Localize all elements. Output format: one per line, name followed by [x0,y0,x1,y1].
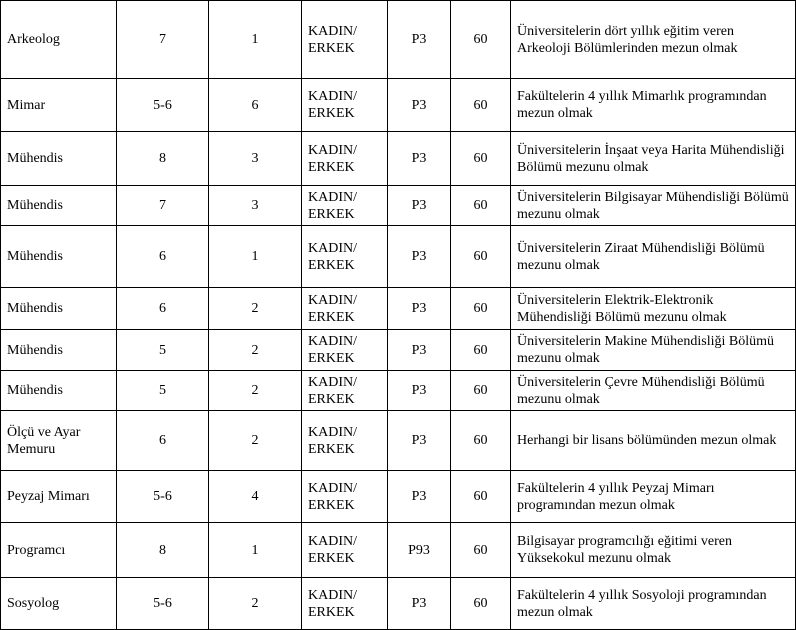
exam-cell: P3 [388,288,451,330]
exam-cell: P3 [388,79,451,132]
age-cell: 60 [451,79,511,132]
position-title: Mühendis [1,371,117,411]
count-cell: 1 [209,226,302,288]
grade-cell: 5 [117,330,209,371]
exam-cell: P3 [388,578,451,630]
age-cell: 60 [451,1,511,79]
grade-cell: 8 [117,523,209,578]
gender-line: KADIN/ [308,142,357,158]
grade-cell: 6 [117,288,209,330]
gender-line: KADIN/ [308,534,357,549]
table-row [1,288,796,330]
gender-cell [302,371,388,411]
position-title: Peyzaj Mimarı [1,471,117,523]
requirement-cell: Herhangi bir lisans bölümünden mezun olmak [511,411,796,471]
grade-cell: 5-6 [117,578,209,630]
age-cell: 60 [451,471,511,523]
position-title: Mühendis [1,288,117,330]
exam-cell: P3 [388,330,451,371]
gender-line: KADIN/ [308,89,357,104]
exam-cell: P3 [388,371,451,411]
age-cell: 60 [451,330,511,371]
table-row [1,132,796,186]
count-cell: 3 [209,132,302,186]
table-row [1,1,796,79]
table-row [1,523,796,578]
exam-cell: P3 [388,186,451,226]
grade-cell: 5-6 [117,79,209,132]
gender-line: ERKEK [308,257,355,273]
table-row [1,79,796,132]
position-title: Arkeolog [1,1,117,79]
gender-line: ERKEK [308,391,355,407]
gender-line: KADIN/ [308,424,357,440]
count-cell: 2 [209,578,302,630]
requirement-cell: Üniversitelerin Ziraat Mühendisliği Bölümü mezunu olmak [511,226,796,288]
age-cell: 60 [451,411,511,471]
gender-line: KADIN/ [308,587,357,603]
gender-line: ERKEK [308,40,355,56]
gender-cell [302,411,388,471]
grade-cell: 6 [117,226,209,288]
requirement-cell: Bilgisayar programcılığı eğitimi veren Yüksekokul mezunu olmak [511,523,796,578]
requirement-cell: Fakültelerin 4 yıllık Peyzaj Mimarı programından mezun olmak [511,471,796,523]
count-cell: 4 [209,471,302,523]
exam-cell: P3 [388,132,451,186]
gender-line: KADIN/ [308,334,357,349]
count-cell: 1 [209,523,302,578]
age-cell: 60 [451,371,511,411]
requirement-cell: Üniversitelerin Bilgisayar Mühendisliği Bölümü mezunu olmak [511,186,796,226]
gender-line: ERKEK [308,159,355,175]
position-title: Mühendis [1,226,117,288]
exam-cell: P93 [388,523,451,578]
position-title: Mühendis [1,186,117,226]
gender-cell [302,186,388,226]
table-row [1,226,796,288]
table-row [1,471,796,523]
requirement-cell: Üniversitelerin Makine Mühendisliği Bölümü mezunu olmak [511,330,796,371]
gender-cell [302,79,388,132]
gender-line: KADIN/ [308,374,357,390]
exam-cell: P3 [388,1,451,79]
gender-line: ERKEK [308,206,355,222]
gender-line: ERKEK [308,351,355,366]
position-title: Programcı [1,523,117,578]
count-cell: 2 [209,411,302,471]
gender-line: ERKEK [308,497,355,513]
table-row [1,186,796,226]
requirement-cell: Üniversitelerin Elektrik-Elektronik Mühendisliği Bölümü mezunu olmak [511,288,796,330]
gender-line: KADIN/ [308,292,357,308]
count-cell: 2 [209,288,302,330]
gender-cell [302,471,388,523]
exam-cell: P3 [388,411,451,471]
gender-cell [302,1,388,79]
gender-line: ERKEK [308,106,355,121]
table-row [1,411,796,471]
gender-line: ERKEK [308,551,355,566]
grade-cell: 5-6 [117,471,209,523]
table-row [1,330,796,371]
age-cell: 60 [451,288,511,330]
age-cell: 60 [451,132,511,186]
gender-cell [302,578,388,630]
requirement-cell: Fakültelerin 4 yıllık Sosyoloji programından mezun olmak [511,578,796,630]
gender-cell [302,288,388,330]
gender-line: KADIN/ [308,240,357,256]
grade-cell: 8 [117,132,209,186]
gender-line: KADIN/ [308,23,357,39]
position-title: Mühendis [1,132,117,186]
grade-cell: 5 [117,371,209,411]
count-cell: 2 [209,371,302,411]
gender-line: ERKEK [308,604,355,620]
count-cell: 3 [209,186,302,226]
age-cell: 60 [451,226,511,288]
gender-line: KADIN/ [308,189,357,205]
position-title: Sosyolog [1,578,117,630]
gender-line: KADIN/ [308,480,357,496]
requirement-cell: Üniversitelerin Çevre Mühendisliği Bölümü mezunu olmak [511,371,796,411]
count-cell: 6 [209,79,302,132]
gender-cell [302,330,388,371]
gender-cell [302,523,388,578]
grade-cell: 7 [117,186,209,226]
count-cell: 1 [209,1,302,79]
position-title: Ölçü ve Ayar Memuru [1,411,117,471]
gender-cell [302,132,388,186]
exam-cell: P3 [388,471,451,523]
requirement-cell: Üniversitelerin dört yıllık eğitim veren Arkeoloji Bölümlerinden mezun olmak [511,1,796,79]
grade-cell: 6 [117,411,209,471]
requirement-cell: Üniversitelerin İnşaat veya Harita Mühendisliği Bölümü mezunu olmak [511,132,796,186]
gender-cell [302,226,388,288]
table-row [1,371,796,411]
exam-cell: P3 [388,226,451,288]
age-cell: 60 [451,578,511,630]
age-cell: 60 [451,186,511,226]
grade-cell: 7 [117,1,209,79]
table-row [1,578,796,630]
age-cell: 60 [451,523,511,578]
position-title: Mimar [1,79,117,132]
position-title: Mühendis [1,330,117,371]
requirement-cell: Fakültelerin 4 yıllık Mimarlık programından mezun olmak [511,79,796,132]
gender-line: ERKEK [308,309,355,325]
gender-line: ERKEK [308,441,355,457]
count-cell: 2 [209,330,302,371]
